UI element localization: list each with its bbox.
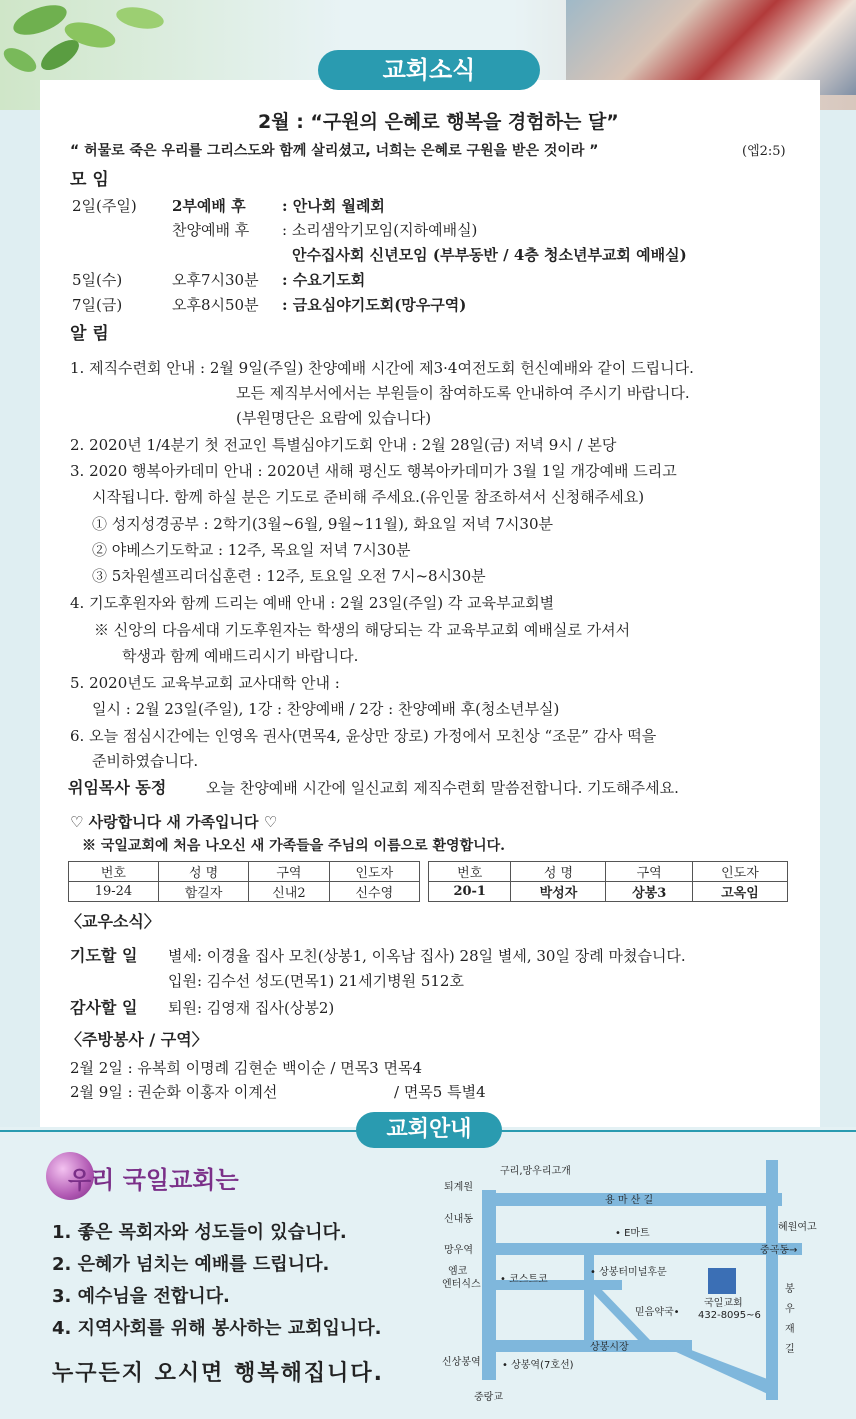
map-label: 신상봉역 (442, 1357, 481, 1368)
pastor-text: 오늘 찬양예배 시간에 일신교회 제직수련회 말씀전합니다. 기도해주세요. (206, 779, 679, 797)
table-row (69, 882, 420, 902)
notice-line: 5. 2020년도 교육부교회 교사대학 안내 : (70, 674, 340, 692)
map-label: 망우역 (444, 1245, 473, 1256)
map-label: 재 (785, 1324, 795, 1335)
notice-line: (부원명단은 요람에 있습니다) (236, 409, 432, 427)
map-label: 믿음약국• (635, 1307, 680, 1318)
guide-item: 2. 은혜가 넘치는 예배를 드립니다. (52, 1254, 330, 1275)
pray-item: 별세: 이경율 집사 모친(상봉1, 이옥남 집사) 28일 별세, 30일 장례 마쳤습니다. (168, 947, 686, 965)
table-header: 번호 (429, 862, 511, 882)
map-label: 상봉시장 (590, 1342, 629, 1353)
notice-line: 시작됩니다. 함께 하실 분은 기도로 준비해 주세요.(유인물 참조하셔서 신청해주세요) (92, 488, 645, 506)
meetings-heading: 모 임 (70, 170, 109, 190)
table-header: 인도자 (329, 862, 419, 882)
our-church-title: 우리 국일교회는 (68, 1166, 239, 1194)
meeting-event: 안수집사회 신년모임 (부부동반 / 4층 청소년부교회 예배실) (292, 246, 687, 264)
thanks-label: 감사할 일 (70, 998, 138, 1017)
notice-line: 2. 2020년 1/4분기 첫 전교인 특별심야기도회 안내 : 2월 28일(금) 저녁 9시 / 본당 (70, 436, 617, 454)
notice-line: ② 야베스기도학교 : 12주, 목요일 저녁 7시30분 (92, 541, 411, 559)
location-map (440, 1150, 840, 1405)
meeting-event: : 안나회 월례회 (282, 197, 385, 215)
table-cell: 박성자 (511, 882, 606, 902)
month-theme: 2월 : “구원의 은혜로 행복을 경험하는 달” (258, 111, 619, 133)
kitchen-line: 2월 2일 : 유복희 이명례 김현순 백이순 / 면목3 면목4 (70, 1059, 423, 1077)
table-header: 번호 (69, 862, 159, 882)
map-label: 혜원여고 (778, 1222, 817, 1233)
notice-line: ① 성지성경공부 : 2학기(3월~6월, 9월~11월), 화요일 저녁 7시30분 (92, 515, 554, 533)
newcomers-subtitle: ※ 국일교회에 처음 나오신 새 가족들을 주님의 이름으로 환영합니다. (82, 838, 506, 854)
map-label: 신내동 (444, 1214, 473, 1225)
map-label: 용 마 산 길 (605, 1195, 654, 1206)
table-cell: 함길자 (158, 882, 248, 902)
table-header: 구역 (249, 862, 329, 882)
meeting-date: 5일(수) (72, 271, 123, 289)
map-label: 엠코 (448, 1266, 468, 1277)
table-cell: 고옥임 (692, 882, 787, 902)
newcomers-heading: ♡ 사랑합니다 새 가족입니다 ♡ (70, 813, 278, 831)
guide-title: 교회안내 (356, 1112, 502, 1148)
leaves-decoration (0, 0, 200, 90)
table-header-row (429, 862, 788, 882)
pray-item: 입원: 김수선 성도(면목1) 21세기병원 512호 (168, 972, 464, 990)
meeting-time: 2부예배 후 (172, 197, 246, 215)
meeting-event: : 금요심야기도회(망우구역) (282, 296, 467, 314)
map-label: 구리,망우리고개 (500, 1166, 571, 1177)
guide-item: 3. 예수님을 전합니다. (52, 1286, 230, 1307)
table-header-row (69, 862, 420, 882)
notice-line: 6. 오늘 점심시간에는 인영옥 권사(면목4, 윤상만 장로) 가정에서 모친상 “조문” 감사 떡을 (70, 727, 657, 745)
pastor-label: 위임목사 동정 (68, 778, 167, 797)
map-label: 봉 (785, 1284, 795, 1295)
meeting-event: : 수요기도회 (282, 271, 366, 289)
pray-label: 기도할 일 (70, 946, 138, 965)
map-label: 중곡동→ (760, 1245, 798, 1256)
table-header: 성 명 (511, 862, 606, 882)
members-heading: 〈교우소식〉 (66, 912, 160, 931)
notice-line: 학생과 함께 예배드리시기 바랍니다. (122, 647, 359, 665)
notice-line: ※ 신앙의 다음세대 기도후원자는 학생의 해당되는 각 교육부교회 예배실로 가셔서 (94, 621, 631, 639)
table-cell: 신내2 (249, 882, 329, 902)
map-label: • 상봉역(7호선) (502, 1360, 574, 1371)
meeting-event: : 소리샘악기모임(지하예배실) (282, 221, 478, 239)
page-title: 교회소식 (318, 50, 540, 90)
table-header: 인도자 (692, 862, 787, 882)
newcomers-table-right (428, 861, 788, 902)
notice-line: ③ 5차원셀프리더십훈련 : 12주, 토요일 오전 7시~8시30분 (92, 567, 486, 585)
slogan: 누구든지 오시면 행복해집니다. (52, 1361, 384, 1386)
map-label: • 상봉터미널후문 (590, 1267, 667, 1278)
table-cell: 신수영 (329, 882, 419, 902)
map-label: • E마트 (615, 1228, 650, 1239)
kitchen-heading: 〈주방봉사 / 구역〉 (66, 1030, 208, 1049)
map-label: 퇴계원 (444, 1182, 473, 1193)
map-label: 엔터식스 (442, 1279, 481, 1290)
meeting-date: 2일(주일) (72, 197, 137, 215)
verse-reference: (엡2:5) (742, 144, 786, 159)
table-header: 구역 (606, 862, 692, 882)
map-label: 중랑교 (474, 1392, 503, 1403)
table-cell: 20-1 (429, 882, 511, 902)
table-header: 성 명 (158, 862, 248, 882)
notice-line: 4. 기도후원자와 함께 드리는 예배 안내 : 2월 23일(주일) 각 교육부교회별 (70, 594, 555, 612)
notice-line: 준비하였습니다. (92, 752, 199, 770)
notice-line: 일시 : 2월 23일(주일), 1강 : 찬양예배 / 2강 : 찬양예배 후(청소년부실) (92, 700, 560, 718)
kitchen-line: 2월 9일 : 권순화 이홍자 이계선 (70, 1083, 278, 1101)
table-row (429, 882, 788, 902)
notices-heading: 알 림 (70, 324, 109, 344)
guide-item: 4. 지역사회를 위해 봉사하는 교회입니다. (52, 1318, 382, 1339)
map-label: 432-8095~6 (698, 1310, 761, 1321)
meeting-time: 오후8시50분 (172, 296, 259, 314)
thanks-item: 퇴원: 김영재 집사(상봉2) (168, 999, 335, 1017)
church-building-icon (708, 1268, 736, 1294)
map-label: • 코스트코 (500, 1274, 548, 1285)
notice-line: 1. 제직수련회 안내 : 2월 9일(주일) 찬양예배 시간에 제3·4여전도회 헌신예배와 같이 드립니다. (70, 359, 694, 377)
notice-line: 3. 2020 행복아카데미 안내 : 2020년 새해 평신도 행복아카데미가 3월 1일 개강예배 드리고 (70, 462, 677, 480)
map-label: 우 (785, 1304, 795, 1315)
notice-line: 모든 제직부서에서는 부원들이 참여하도록 안내하여 주시기 바랍니다. (236, 384, 690, 402)
meeting-time: 찬양예배 후 (172, 221, 250, 239)
theme-verse: “ 허물로 죽은 우리를 그리스도와 함께 살리셨고, 너희는 은혜로 구원을 받은 것이라 ” (70, 143, 599, 159)
guide-item: 1. 좋은 목회자와 성도들이 있습니다. (52, 1222, 347, 1243)
kitchen-line: / 면목5 특별4 (394, 1083, 486, 1101)
meeting-date: 7일(금) (72, 296, 123, 314)
table-cell: 19-24 (69, 882, 159, 902)
map-label: 국일교회 (704, 1298, 743, 1309)
table-cell: 상봉3 (606, 882, 692, 902)
newcomers-table-left (68, 861, 420, 902)
map-label: 길 (785, 1344, 795, 1355)
meeting-time: 오후7시30분 (172, 271, 259, 289)
